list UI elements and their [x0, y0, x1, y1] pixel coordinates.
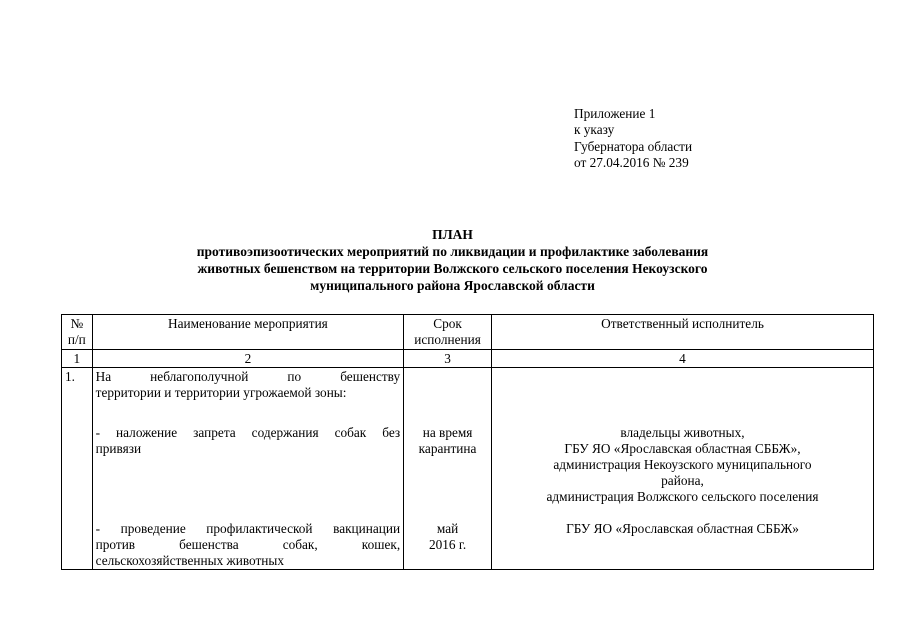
- appendix-date-line: от 27.04.2016 № 239: [574, 154, 689, 170]
- title-line: животных бешенством на территории Волжского сельского поселения Некоузского: [197, 261, 708, 276]
- row-term-cell: [404, 368, 492, 570]
- item2-name-line: сельскохозяйственных животных: [95, 553, 285, 568]
- item2-term-line: май: [436, 521, 459, 536]
- item2-name-line: - проведение профилактической вакцинации: [95, 521, 401, 536]
- appendix-line: к указу: [574, 122, 615, 138]
- appendix-line: Губернатора области: [574, 138, 693, 154]
- item1-name-line: - наложение запрета содержания собак без: [95, 425, 401, 440]
- column-number: 1: [62, 350, 93, 368]
- row-name-cell: [92, 368, 404, 570]
- table-row: [62, 368, 874, 570]
- row-number: 1.: [62, 368, 93, 570]
- title-line: противоэпизоотических мероприятий по ликвидации и профилактике заболевания: [196, 244, 709, 259]
- header-num-line: п/п: [67, 332, 86, 347]
- column-number: 2: [92, 350, 404, 368]
- item2-term-line: 2016 г.: [428, 537, 467, 552]
- column-number: 4: [491, 350, 873, 368]
- appendix-line: Приложение 1: [574, 106, 656, 121]
- header-name: Наименование мероприятия: [92, 315, 404, 350]
- header-term-line: исполнения: [414, 332, 481, 347]
- title-main: ПЛАН: [432, 227, 473, 242]
- title-line: муниципального района Ярославской области: [310, 278, 595, 293]
- column-number: 3: [404, 350, 492, 368]
- row-responsible-cell: [491, 368, 873, 570]
- item2-resp-line: ГБУ ЯО «Ярославская областная СББЖ»: [566, 521, 799, 536]
- header-term: [404, 315, 492, 350]
- item2-name-line: против бешенства собак, кошек,: [95, 537, 401, 552]
- intro-line: территории и территории угрожаемой зоны:: [95, 385, 347, 400]
- header-responsible: Ответственный исполнитель: [491, 315, 873, 350]
- intro-line: На неблагополучной по бешенству: [95, 369, 401, 384]
- item1-resp-line: района,: [661, 473, 704, 488]
- item1-resp-line: владельцы животных,: [620, 425, 745, 440]
- item1-resp-line: администрация Волжского сельского поселения: [546, 489, 819, 504]
- table-header-row: [62, 315, 874, 350]
- plan-table: [61, 314, 874, 570]
- item1-term-line: на время: [422, 425, 473, 440]
- header-term-line: Срок: [433, 316, 462, 331]
- item1-resp-line: ГБУ ЯО «Ярославская областная СББЖ»,: [564, 441, 801, 456]
- item1-term-line: карантина: [418, 441, 477, 456]
- header-num-line: №: [70, 316, 84, 331]
- document-title: [0, 226, 905, 294]
- appendix-block: [574, 106, 692, 171]
- item1-resp-line: администрация Некоузского муниципального: [553, 457, 812, 472]
- header-num: [62, 315, 93, 350]
- item1-name-line: привязи: [95, 441, 142, 456]
- column-number-row: [62, 350, 874, 368]
